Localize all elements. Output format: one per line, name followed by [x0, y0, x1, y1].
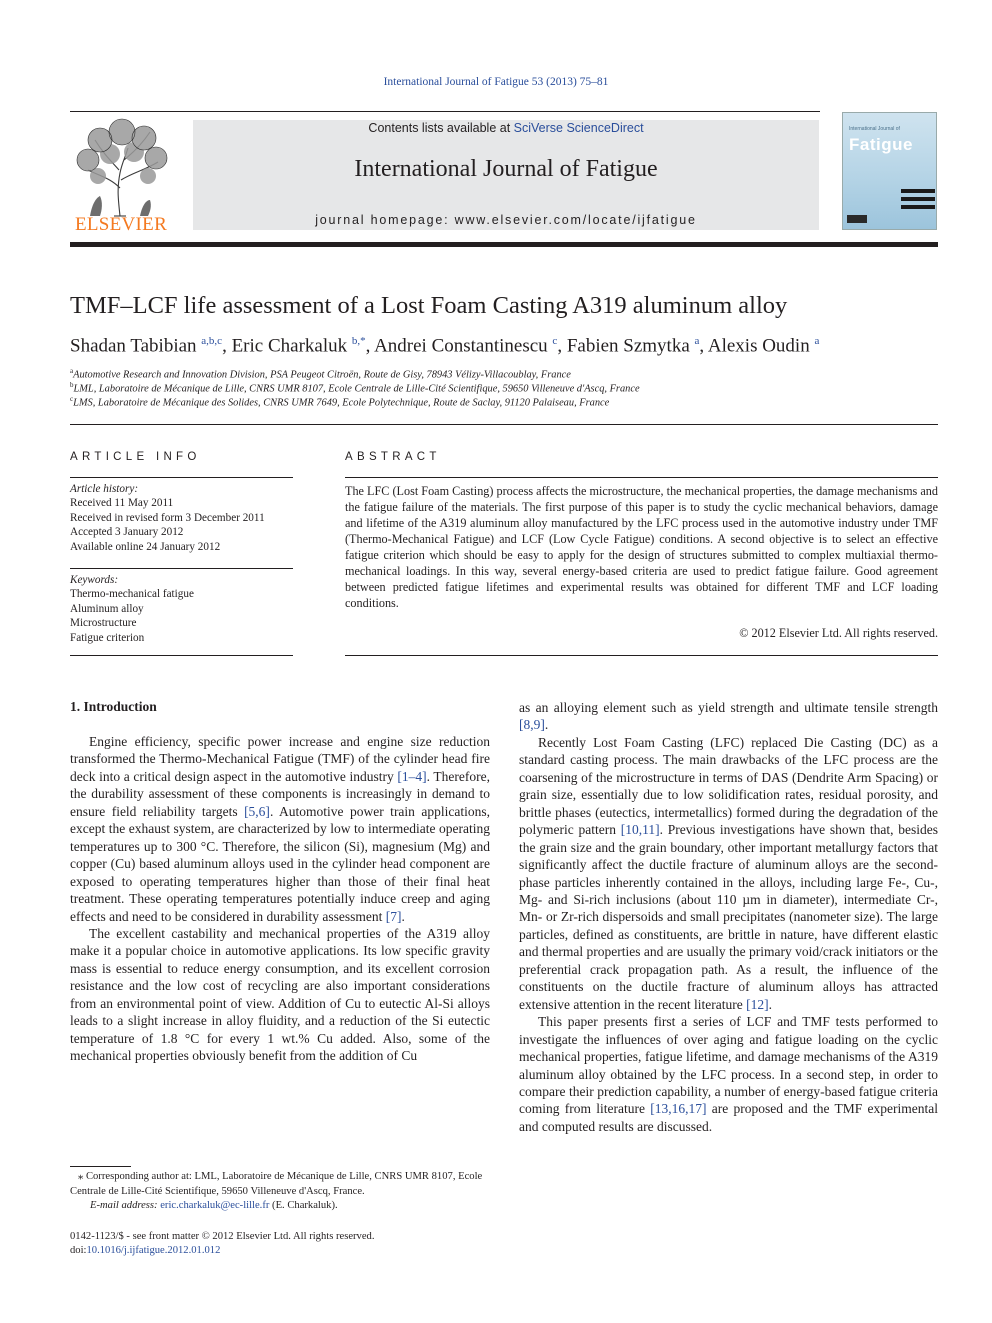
author-affiliation-marker[interactable]: a,b,c [201, 335, 223, 347]
header-rule-thick [70, 242, 938, 247]
issn-line: 0142-1123/$ - see front matter © 2012 Elsevier Ltd. All rights reserved. [70, 1231, 375, 1242]
affiliation-text: LML, Laboratoire de Mécanique de Lille, CNRS UMR 8107, Ecole Centrale de Lille-Cité Scientifique, 59650 Villeneuve d'Ascq, France [73, 383, 640, 395]
history-item: Available online 24 January 2012 [70, 540, 221, 553]
section-heading-introduction: 1. Introduction [70, 699, 157, 714]
affiliation-text: Automotive Research and Innovation Division, PSA Peugeot Citroën, Route de Gisy, 78943 Vélizy-Villacoublay, France [73, 369, 571, 381]
corresponding-footnote [70, 1170, 490, 1214]
author-affiliation-marker[interactable]: b,* [351, 335, 366, 347]
author-list [70, 335, 938, 357]
history-divider [70, 568, 293, 569]
body-paragraph [519, 1013, 938, 1135]
contents-prefix: Contents lists available at [368, 121, 514, 135]
author-name: Eric Charkaluk [231, 335, 352, 357]
journal-cover-thumbnail[interactable] [842, 112, 937, 230]
citation-link[interactable]: [5,6] [244, 803, 270, 819]
email-label: E-mail address: [90, 1200, 158, 1212]
cover-publisher-icon [847, 213, 869, 225]
elsevier-logo[interactable] [70, 118, 172, 236]
author-name: Alexis Oudin [707, 335, 815, 357]
paragraph-text: The excellent castability and mechanical properties of the A319 alloy make it a popular choice in automotive applications. Its low specific gravity mass is essential to reduce energy consumption, and its excellent corrosion resistance and the low cost of recycling are also important considerations from an environmental point of view. Addition of Cu to eutectic Al-Si alloys leads to a slight increase in alloy fluidity, and a reduction of the Si eutectic temperature of 1.8 °C for every 1 wt.% Cu added. Also, some of the mechanical properties obviously benefit from the addition of Cu [70, 925, 490, 1064]
journal-homepage[interactable]: journal homepage: www.elsevier.com/locate/ijfatigue [315, 213, 697, 227]
sciencedirect-link[interactable]: SciVerse ScienceDirect [513, 121, 644, 135]
keywords-label: Keywords: [70, 574, 119, 586]
email-suffix: (E. Charkaluk). [269, 1200, 338, 1212]
cover-bar [901, 189, 935, 193]
citation-link[interactable]: [8,9] [519, 717, 545, 733]
abstract-bottom-rule [345, 655, 938, 656]
paragraph-text: . [401, 908, 405, 924]
abstract-copyright: © 2012 Elsevier Ltd. All rights reserved. [739, 626, 938, 640]
abstract-heading: ABSTRACT [345, 451, 441, 463]
abstract-rule [345, 477, 938, 478]
author-separator: , [222, 335, 232, 357]
cover-bar [901, 197, 935, 201]
affiliation-text: LMS, Laboratoire de Mécanique des Solides, CNRS UMR 7649, Ecole Polytechnique, Route de Saclay, 91120 Palaiseau, France [73, 397, 610, 409]
author-separator: , [699, 335, 708, 357]
affiliation-marker: a [70, 367, 74, 375]
cover-small-title: International Journal of [849, 126, 900, 132]
footnote-rule [70, 1166, 131, 1167]
doi-link[interactable]: 10.1016/j.ijfatigue.2012.01.012 [86, 1245, 221, 1256]
body-left-column [70, 733, 490, 1065]
cover-bar [901, 205, 935, 209]
keyword-item: Thermo-mechanical fatigue [70, 588, 194, 601]
author-affiliation-marker[interactable]: a [814, 335, 820, 347]
paragraph-text: This paper presents first a series of LCF and TMF tests performed to investigate the influences of over aging and fatigue loading on the cyclic mechanical properties, fatigue lifetime, and damage mechanisms of the A319 aluminum alloy obtained by the LFC process. In a second step, in order to compare their prediction capability, a number of energy-based fatigue criteria coming from literature [519, 1014, 938, 1117]
paragraph-text: Engine efficiency, specific power increase and engine size reduction transformed the Thermo-Mechanical Fatigue (TMF) of the cylinder head fire deck into a critical design aspect in the automotive industry [70, 734, 490, 784]
footnote-star: ⁎ [78, 1171, 84, 1182]
paragraph-text: Recently Lost Foam Casting (LFC) replaced Die Casting (DC) as a standard casting process. The main drawbacks of the LFC process are the coarsening of the microstructure in terms of DAS (Dendrite Arm Spacing) or grain size, essentially due to low solidification rates, residual porosity, and brittle phases (eutectics, intermetallics) formed during the degradation of the polymeric pattern [519, 734, 938, 838]
article-info-rule [70, 477, 293, 478]
citation-link[interactable]: [13,16,17] [650, 1101, 707, 1117]
author-name: Shadan Tabibian [70, 335, 202, 357]
body-paragraph [519, 699, 938, 734]
citation-link[interactable]: [10,11] [620, 822, 660, 838]
cover-title: Fatigue [849, 135, 913, 154]
article-info-heading: ARTICLE INFO [70, 451, 201, 463]
abstract-text: The LFC (Lost Foam Casting) process affects the microstructure, the mechanical properties, the damage mechanisms and the fatigue failure of the materials. The first purpose of this paper is to study the cyclic mechanical behaviors, damage and lifetime of the A319 aluminum alloy manufactured by the LFC process used in the automotive industry under TMF (Thermo-Mechanical Fatigue) and LCF (Low Cycle Fatigue) conditions. A second objective is to select an effective fatigue criterion which should be easy to apply for the design of structures submitted to complex multiaxial thermo-mechanical loadings. In this way, several energy-based criteria are used to predict fatigue failure. Good agreement between predicted fatigue lifetimes and experimental results was obtained for different TMF and LCF loading conditions. [345, 484, 938, 610]
author-separator: , [557, 335, 567, 357]
keyword-item: Fatigue criterion [70, 631, 145, 644]
corresponding-text: Corresponding author at: LML, Laboratoire de Mécanique de Lille, CNRS UMR 8107, Ecole Centrale de Lille-Cité Scientifique, 59650 Villeneuve d'Ascq, France. [70, 1171, 483, 1197]
history-label: Article history: [70, 483, 139, 495]
citation-link[interactable]: [1–4] [397, 768, 427, 784]
doi-label: doi: [70, 1245, 87, 1256]
body-paragraph [70, 925, 490, 1065]
history-item: Accepted 3 January 2012 [70, 526, 184, 539]
article-history [70, 482, 293, 554]
body-paragraph [70, 733, 490, 925]
paragraph-text: . [544, 717, 549, 733]
keywords-divider [70, 655, 293, 656]
doi-line [70, 1244, 490, 1259]
email-line [70, 1199, 490, 1214]
history-item: Received in revised form 3 December 2011 [70, 511, 265, 524]
author-name: Andrei Constantinescu [374, 335, 553, 357]
affiliation-marker: b [70, 381, 74, 389]
keywords [70, 573, 293, 645]
elsevier-wordmark: ELSEVIER [74, 214, 168, 235]
body-paragraph [519, 734, 938, 1013]
affiliation-a [70, 367, 938, 380]
paragraph-text: . Previous investigations have shown that, besides the grain size and the grain boundary, other important metallurgy factors that significantly affect the ductile fracture of aluminum alloys are the second-phase particles inherently contained in the alloys, including large Fe-, Cu-, Mg- and Si-rich inclusions (about 110 µm in diameter), intermediate Cr-, Mn- or Zr-rich dispersoids and small precipitates (nanometer size). The large particles, defined as constituents, are brittle in nature, have different elastic and thermal properties and are usually the primary void/crack initiators or the preferential crack propagation path. As a result, the influence of the constituents on the ductile fracture of aluminum alloys has attracted extensive attention in the recent literature [519, 822, 938, 1012]
journal-name: International Journal of Fatigue [354, 156, 658, 182]
affiliation-c [70, 395, 938, 408]
article-title: TMF–LCF life assessment of a Lost Foam Casting A319 aluminum alloy [70, 292, 788, 319]
author-separator: , [365, 335, 375, 357]
contents-line [193, 121, 819, 135]
affiliation-b [70, 381, 938, 394]
paragraph-text: . [768, 996, 773, 1012]
author-name: Fabien Szmytka [566, 335, 695, 357]
elsevier-tree-icon [70, 118, 172, 218]
history-item: Received 11 May 2011 [70, 497, 174, 510]
header-rule-top [70, 111, 820, 112]
journal-citation[interactable]: International Journal of Fatigue 53 (2013) 75–81 [383, 76, 609, 88]
paragraph-text: . Automotive power train applications, except the exhaust system, are characterized by low to intermediate operating temperatures up to 300 °C. Therefore, the silicon (Si), magnesium (Mg) and copper (Cu) based aluminum alloys used in the cylinder head component are exposed to operating temperatures higher than those of their final heat treatment. These operating temperatures potentially induce creep and aging effects and need to be considered in durability assessment [70, 803, 490, 924]
paragraph-text: are proposed and the TMF experimental and computed results are discussed. [519, 1101, 938, 1134]
email-link[interactable]: eric.charkaluk@ec-lille.fr [160, 1200, 270, 1212]
keyword-item: Microstructure [70, 617, 137, 630]
keyword-item: Aluminum alloy [70, 602, 144, 615]
affiliation-marker: c [70, 395, 74, 403]
affiliation-divider [70, 424, 938, 425]
paragraph-text: as an alloying element such as yield strength and ultimate tensile strength [519, 700, 938, 715]
author-affiliation-marker[interactable]: a [694, 335, 700, 347]
citation-link[interactable]: [12] [746, 996, 769, 1012]
paragraph-text: . Therefore, the durability assessment of these components is increasingly in demand to ensure field reliability targets [70, 768, 490, 819]
citation-link[interactable]: [7] [385, 908, 402, 924]
body-right-column [519, 699, 938, 1135]
author-affiliation-marker[interactable]: c [552, 335, 558, 347]
